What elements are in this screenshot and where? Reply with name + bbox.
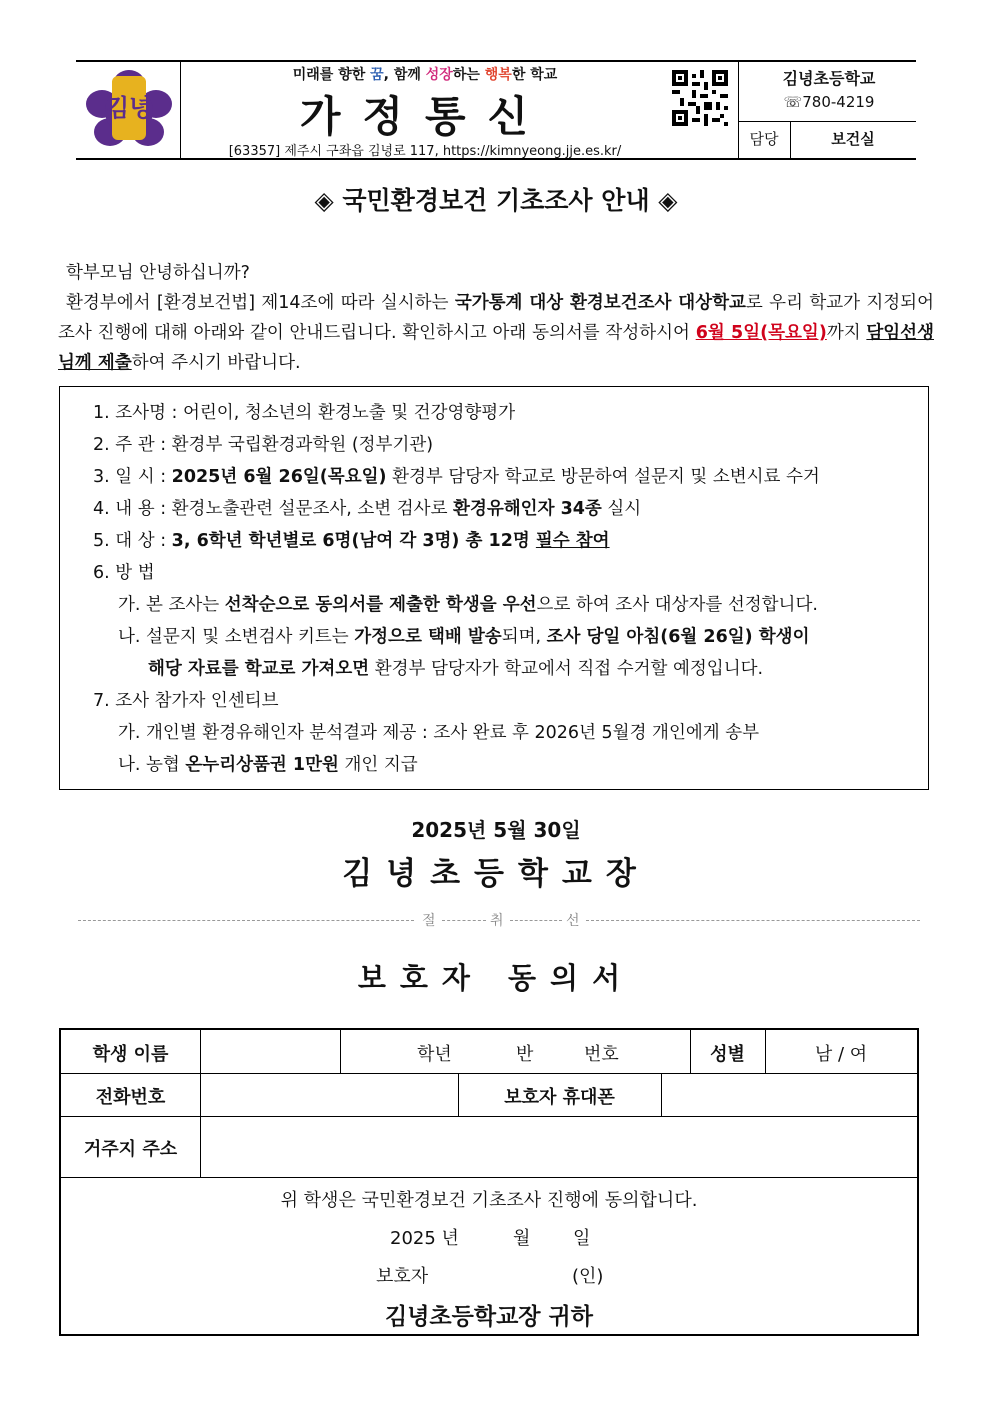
- consent-year: 2025 년: [390, 1228, 459, 1249]
- gender-choice[interactable]: 남 / 여: [814, 1044, 868, 1065]
- newsletter-title: 가정통신: [299, 92, 551, 141]
- logo-text: 김녕: [105, 94, 153, 122]
- consent-day: 일: [573, 1228, 591, 1249]
- detail-subitem: 나. 농협 온누리상품권 1만원 개인 지급: [118, 755, 418, 775]
- school-address: [63357] 제주시 구좌읍 김녕로 117, https://kimnyeong.jje.es.kr/: [228, 144, 622, 159]
- principal-title: 김녕초등학교장: [342, 856, 650, 892]
- detail-subitem: 나. 설문지 및 소변검사 키트는 가정으로 택배 발송되며, 조사 당일 아침(6월 26일) 학생이: [118, 627, 810, 647]
- qr-code-icon: [672, 70, 728, 126]
- school-motto: 미래를 향한 꿈, 함께 성장하는 행복한 학교: [292, 67, 558, 83]
- phone-label: 전화번호: [95, 1087, 166, 1108]
- detail-item: 3. 일 시 : 2025년 6월 26일(목요일) 환경부 담당자 학교로 방문하여 설문지 및 소변시료 수거: [93, 467, 820, 487]
- detail-item: 6. 방 법: [93, 563, 155, 583]
- issue-date: 2025년 5월 30일: [411, 818, 581, 842]
- grade-label: 학년: [417, 1044, 452, 1065]
- address-field[interactable]: [201, 1117, 916, 1176]
- phone-field[interactable]: [201, 1074, 457, 1115]
- cut-line: 절 취 선: [78, 906, 920, 936]
- consent-title: 보호자 동의서: [357, 961, 635, 995]
- page-title: ◈ 국민환경보건 기초조사 안내 ◈: [314, 186, 678, 215]
- greeting: 학부모님 안녕하십니까?: [66, 263, 250, 283]
- header-top-border: [76, 60, 916, 62]
- header-divider: [180, 60, 181, 158]
- consent-month: 월: [513, 1228, 531, 1249]
- detail-item: 7. 조사 참가자 인센티브: [93, 691, 279, 711]
- intro-paragraph: 환경부에서 [환경보건법] 제14조에 따라 실시하는 국가통계 대상 환경보건조사 대상학교로 우리 학교가 지정되어 조사 진행에 대해 아래와 같이 안내드립니다. 확인하시고 아래 동의서를 작성하시어 6월 5일(목요일)까지 담임선생님께 제출하여 주시기 바랍니다.: [58, 293, 934, 373]
- address-label: 거주지 주소: [83, 1139, 178, 1160]
- header-divider: [738, 121, 916, 122]
- detail-item: 1. 조사명 : 어린이, 청소년의 환경노출 및 건강영향평가: [93, 403, 516, 423]
- seal-mark: (인): [572, 1266, 604, 1287]
- number-label: 번호: [584, 1044, 619, 1065]
- consent-recipient: 김녕초등학교장 귀하: [385, 1304, 593, 1330]
- school-phone: ☏780-4219: [783, 93, 875, 111]
- school-logo: [84, 66, 174, 150]
- guardian-phone-field[interactable]: [662, 1074, 916, 1115]
- detail-item: 4. 내 용 : 환경노출관련 설문조사, 소변 검사로 환경유해인자 34종 실시: [93, 499, 642, 519]
- class-label: 반: [516, 1044, 534, 1065]
- detail-subitem: 가. 개인별 환경유해인자 분석결과 제공 : 조사 완료 후 2026년 5월경 개인에게 송부: [118, 723, 760, 743]
- charge-value: 보건실: [831, 130, 875, 148]
- detail-subitem: 해당 자료를 학교로 가져오면 환경부 담당자가 학교에서 직접 수거할 예정입니다.: [148, 659, 764, 679]
- student-name-label: 학생 이름: [92, 1044, 169, 1065]
- detail-subitem: 가. 본 조사는 선착순으로 동의서를 제출한 학생을 우선으로 하여 조사 대상자를 선정합니다.: [118, 595, 818, 615]
- guardian-label: 보호자: [376, 1266, 429, 1287]
- guardian-phone-label: 보호자 휴대폰: [504, 1087, 615, 1108]
- consent-form: [59, 1028, 919, 1336]
- detail-item: 2. 주 관 : 환경부 국립환경과학원 (정부기관): [93, 435, 434, 455]
- gender-label: 성별: [710, 1044, 745, 1065]
- school-name: 김녕초등학교: [782, 69, 876, 88]
- consent-statement: 위 학생은 국민환경보건 기초조사 진행에 동의합니다.: [280, 1190, 698, 1211]
- detail-item: 5. 대 상 : 3, 6학년 학년별로 6명(남여 각 3명) 총 12명 필수 참여: [93, 531, 610, 551]
- student-name-field[interactable]: [201, 1031, 339, 1072]
- charge-label: 담당: [749, 130, 779, 148]
